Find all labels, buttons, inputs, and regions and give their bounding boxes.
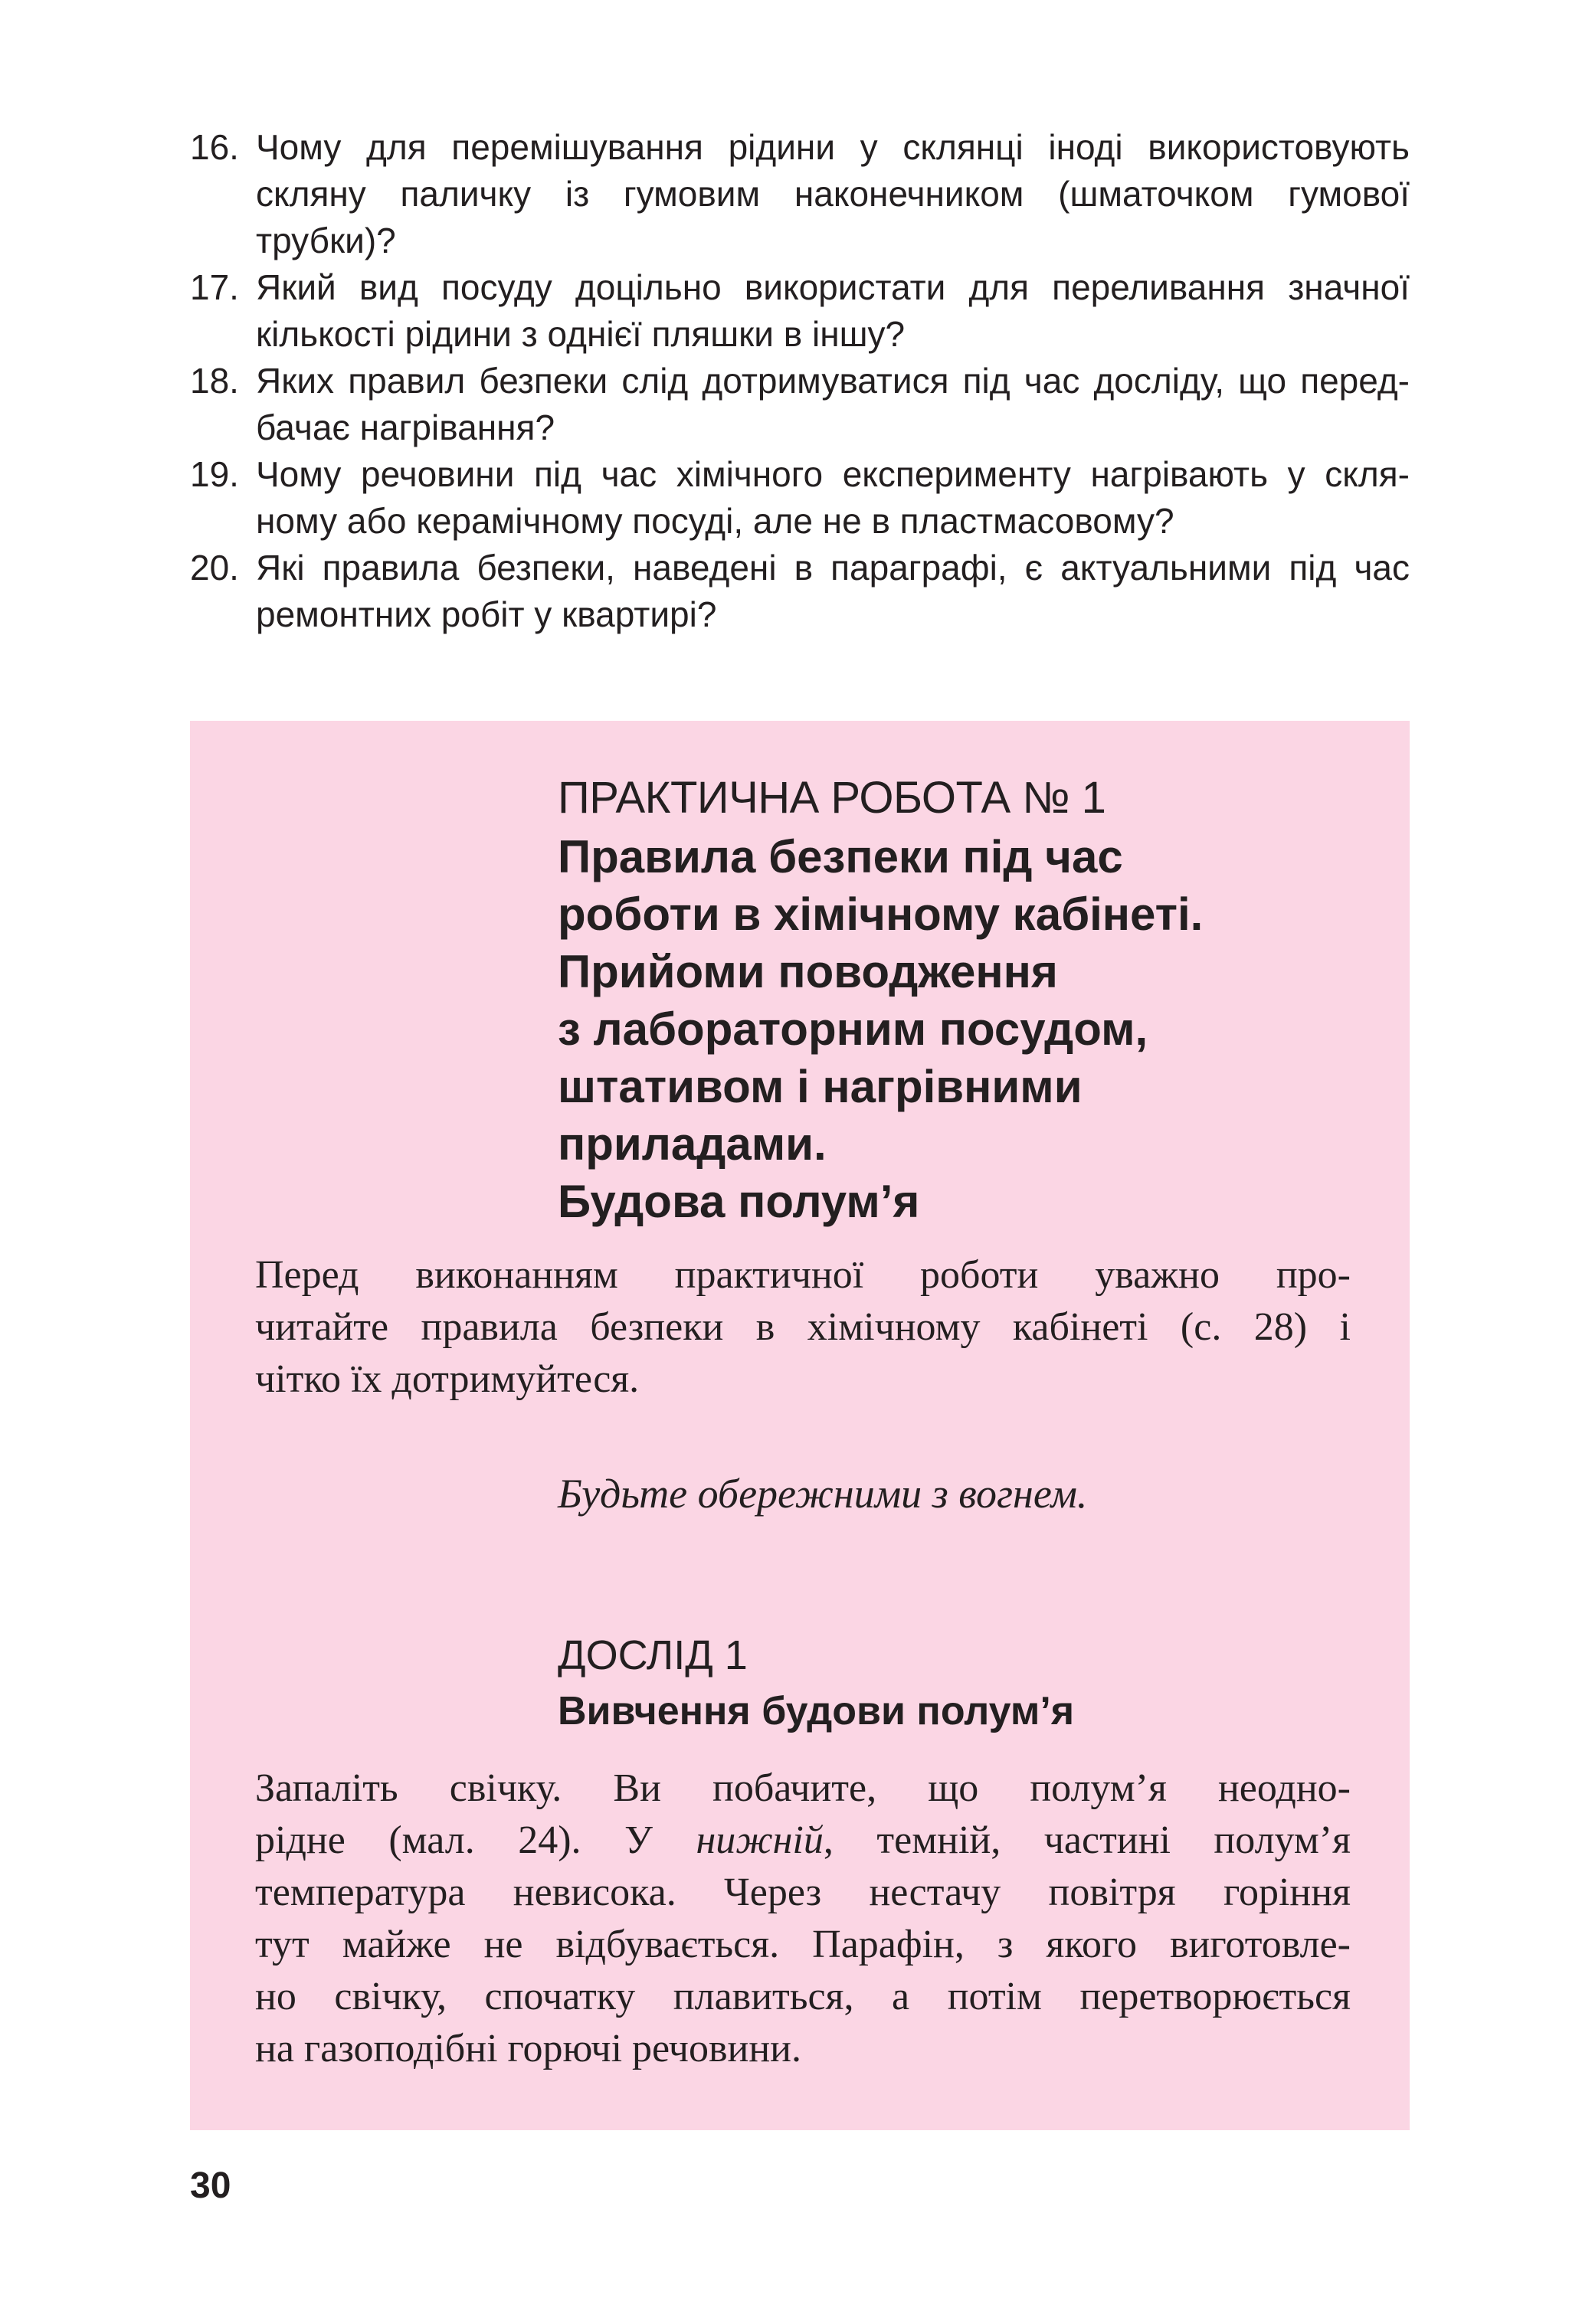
question-text: Яких правил безпеки слід дотримуватися під час досліду, що перед-бачає нагрівання?: [256, 361, 1410, 447]
experiment-line-2: рідне (мал. 24). У нижній, темній, частині полум’я: [255, 1818, 1351, 1862]
question-item: [190, 358, 1410, 451]
experiment-title: Вивчення будови полум’я: [558, 1689, 1075, 1733]
question-text: Який вид посуду доцільно використати для переливання значної кількості рідини з однієї пляшки в іншу?: [256, 267, 1410, 354]
question-list: [190, 124, 1410, 638]
practical-work-box: [190, 721, 1410, 2130]
page-number: 30: [190, 2165, 231, 2206]
question-number: 20.: [190, 548, 239, 588]
practical-work-title: Правила безпеки під час роботи в хімічному кабінеті. Прийоми поводження з лабораторним посудом, штативом і нагрівними приладами. Будова полум’я: [558, 831, 1204, 1227]
question-text: Чому речовини під час хімічного експерименту нагрівають у скля-ному або керамічному посуді, але не в пластмасовому?: [256, 454, 1410, 541]
experiment-paragraph: Запаліть свічку. Ви побачите, що полум’я неодно- рідне (мал. 24). У нижній, темній, частині полум’я температура невисока. Через нестачу повітря горіння тут майже не відбувається. Парафін, з якого виготовле- но свічку, спочатку плавиться, а потім перетворюється на газоподібні горючі речовини.: [255, 1766, 1351, 2070]
practical-work-heading: ПРАКТИЧНА РОБОТА № 1: [558, 773, 1106, 823]
question-text: Які правила безпеки, наведені в параграфі, є актуальними під час ремонтних робіт у квартирі?: [256, 548, 1410, 634]
experiment-heading: ДОСЛІД 1: [558, 1632, 748, 1678]
question-item: [190, 451, 1410, 545]
intro-paragraph: Перед виконанням практичної роботи уважно про- читайте правила безпеки в хімічному кабінеті (с. 28) і чітко їх дотримуйтеся.: [255, 1253, 1351, 1401]
emphasis-lower: нижній: [696, 1818, 824, 1862]
question-number: 17.: [190, 267, 239, 307]
question-item: [190, 545, 1410, 638]
question-number: 16.: [190, 127, 239, 167]
question-text: Чому для перемішування рідини у склянці іноді використовують скляну паличку із гумовим наконечником (шматочком гумової трубки)?: [256, 127, 1410, 260]
fire-warning: Будьте обережними з вогнем.: [558, 1471, 1088, 1517]
question-item: [190, 264, 1410, 358]
question-item: [190, 124, 1410, 264]
question-number: 19.: [190, 454, 239, 494]
question-number: 18.: [190, 361, 239, 401]
